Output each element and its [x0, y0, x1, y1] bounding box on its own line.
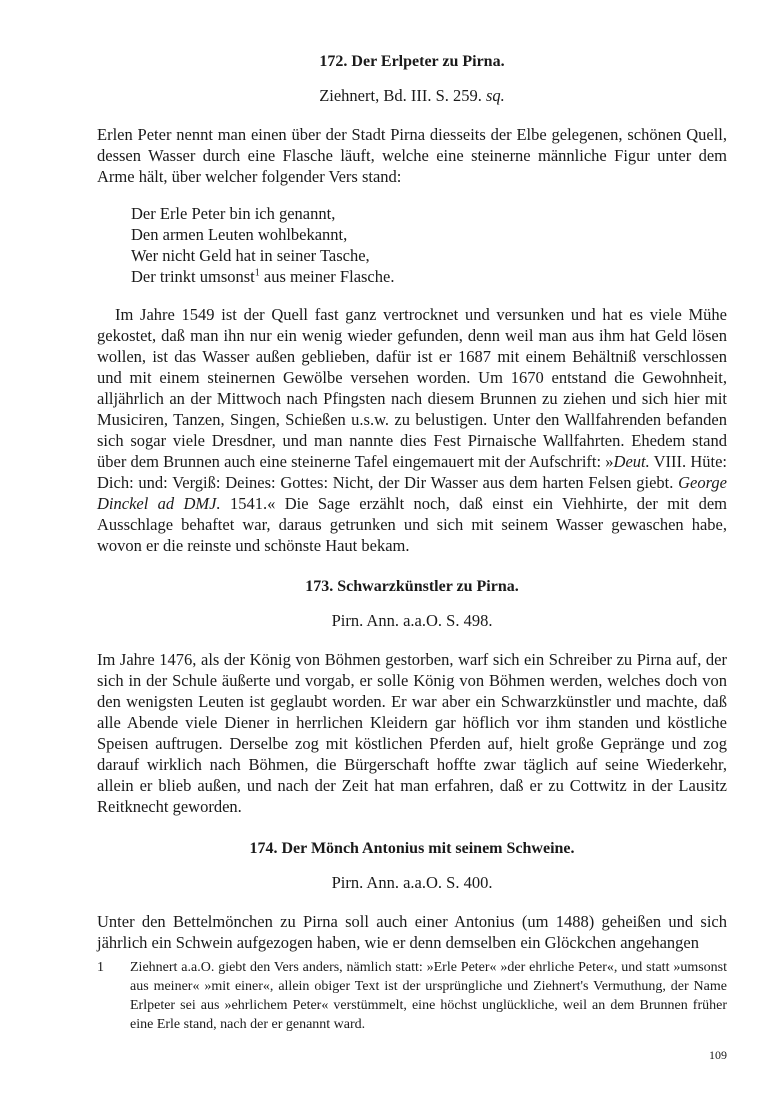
- italic-reference: Deut.: [613, 452, 650, 471]
- page-number: 109: [709, 1048, 727, 1062]
- italic-reference: George Dinckel ad DMJ.: [97, 473, 727, 513]
- paragraph-text: 1541.« Die Sage erzählt noch, daß einst ein Viehhirte, der mit dem Ausschlage behaftet war, daraus getrunken und sich mit seinem Wasser gewaschen habe, wovon er die reinste und schönste Haut bekam.: [97, 494, 727, 555]
- paragraph: Unter den Bettelmönchen zu Pirna soll auch einer Antonius (um 1488) geheißen und sich jährlich ein Schwein aufgezogen haben, wie er denn demselben ein Glöckchen angehangen: [97, 912, 727, 952]
- footnote: [97, 958, 727, 1034]
- source-italic: sq.: [486, 86, 505, 105]
- verse-line: Wer nicht Geld hat in seiner Tasche,: [131, 246, 370, 265]
- verse-line: Den armen Leuten wohlbekannt,: [131, 225, 348, 244]
- verse-line: [131, 266, 727, 287]
- footnote-marker: 1: [254, 267, 260, 279]
- footnote-number: 1: [97, 960, 104, 975]
- section-173: [97, 577, 727, 817]
- source-text: Ziehnert, Bd. III. S. 259.: [319, 86, 486, 105]
- paragraph-text: VIII. Hüte: Dich: und: Vergiß: Deines: Gottes: Nicht, der Dir Wasser aus dem harten Felsen giebt.: [97, 452, 727, 492]
- section-172: [97, 52, 727, 556]
- section-source: Pirn. Ann. a.a.O. S. 400.: [331, 873, 493, 892]
- section-source: [97, 86, 727, 106]
- verse-line: Der Erle Peter bin ich genannt,: [131, 204, 336, 223]
- paragraph: Im Jahre 1476, als der König von Böhmen gestorben, warf sich ein Schreiber zu Pirna auf, der sich in der Schule äußerte und vorgab, er solle König von Böhmen werden, welches doch von den wenigsten Leuten ist geglaubt worden. Er war aber ein Schwarzkünstler und machte, daß alle Abende viele Diener in herrlichen Kleidern gar höflich vor ihm standen und köstliche Speisen auftrugen. Derselbe zog mit köstlichen Pferden auf, hielt große Gepränge und zog darauf wirklich nach Böhmen, die Bürgerschaft hoffte zwar täglich auf seine Wiederkehr, allein er blieb außen, und nach der Zeit hat man erfahren, daß er zu Cottwitz in der Lausitz Reitknecht geworden.: [97, 650, 727, 816]
- footnote-text: Ziehnert a.a.O. giebt den Vers anders, nämlich statt: »Erle Peter« »der ehrliche Peter«, und statt »umsonst aus meiner« »mit einer«, allein obiger Text ist der ursprüngliche und Ziehnert's Vermuthung, der Name Erlpeter sei aus »ehrlichem Peter« verstümmelt, eine höchst unglückliche, weil an dem Brunnen früher eine Erle stand, nach der er genannt ward.: [130, 960, 727, 1032]
- paragraph-text: Im Jahre 1549 ist der Quell fast ganz vertrocknet und versunken und hat es viele Mühe gekostet, daß man ihn nur ein wenig wieder gefunden, denn weil man aus ihm hat Geld lösen wollen, ist das Wasser außen geblieben, dafür ist er 1687 mit einem Behältniß verschlossen und mit einem steinernen Gewölbe versehen worden. Um 1670 entstand die Gewohnheit, alljährlich an der Mittwoch nach Pfingsten nach diesem Brunnen zu ziehen und sich hier mit Musiciren, Tanzen, Singen, Schießen u.s.w. zu belustigen. Unter den Wallfahrenden befanden sich sogar viele Dresdner, und man nannte dies Fest Pirnaische Wallfahrten. Ehedem stand über dem Brunnen auch eine steinerne Tafel eingemauert mit der Aufschrift: »: [97, 305, 727, 471]
- verse-block: [97, 203, 727, 287]
- paragraph: Erlen Peter nennt man einen über der Stadt Pirna diesseits der Elbe gelegenen, schönen Quell, dessen Wasser durch eine Flasche läuft, welche eine steinerne männliche Figur unter dem Arme hält, über welcher folgender Vers stand:: [97, 125, 727, 186]
- verse-text: aus meiner Flasche.: [259, 267, 395, 286]
- section-title: 172. Der Erlpeter zu Pirna.: [319, 53, 505, 70]
- section-source: Pirn. Ann. a.a.O. S. 498.: [331, 611, 493, 630]
- section-title: 173. Schwarzkünstler zu Pirna.: [305, 578, 519, 595]
- page-body: [97, 52, 727, 953]
- verse-text: Der trinkt umsonst: [131, 267, 255, 286]
- paragraph: [97, 304, 727, 556]
- section-title: 174. Der Mönch Antonius mit seinem Schweine.: [249, 840, 575, 857]
- section-174: [97, 839, 727, 953]
